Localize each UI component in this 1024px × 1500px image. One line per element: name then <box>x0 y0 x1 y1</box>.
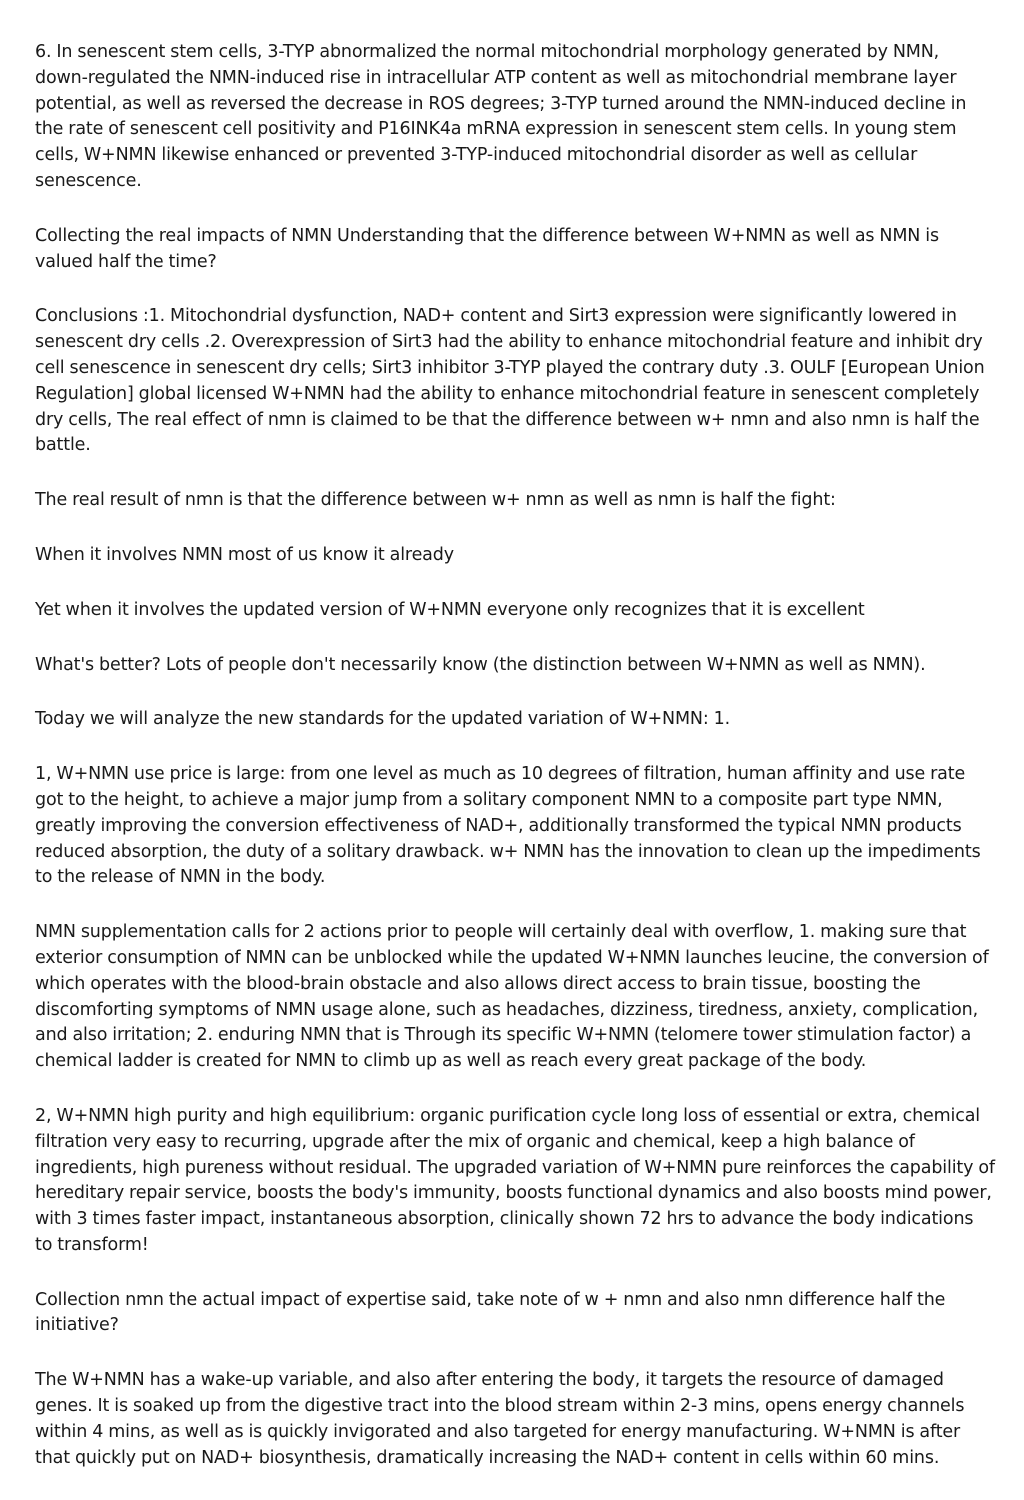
paragraph-collection-expertise: Collection nmn the actual impact of expertise said, take note of w + nmn and also nmn difference half the initiative? <box>35 1289 946 1336</box>
document-body <box>35 40 995 1500</box>
paragraph-mitochondrial-findings: 6. In senescent stem cells, 3-TYP abnormalized the normal mitochondrial morphology generated by NMN, down-regulated the NMN-induced rise in intracellular ATP content as well as mitochondrial membrane layer potential, as well as reversed the decrease in ROS degrees; 3-TYP turned around the NMN-induced decline in the rate of senescent cell positivity and P16INK4a mRNA expression in senescent stem cells. In young stem cells, W+NMN likewise enhanced or prevented 3-TYP-induced mitochondrial disorder as well as cellular senescence. <box>35 42 967 191</box>
paragraph-nmn-known: When it involves NMN most of us know it already <box>35 544 454 565</box>
paragraph-wake-up-variable: The W+NMN has a wake-up variable, and also after entering the body, it targets the resource of damaged genes. It is soaked up from the digestive tract into the blood stream within 2-3 mins, opens energy channels within 4 mins, as well as is quickly invigorated and also targeted for energy manufacturing. W+NMN is after that quickly put on NAD+ biosynthesis, dramatically increasing the NAD+ content in cells within 60 mins. <box>35 1370 965 1468</box>
paragraph-point-one-use-price: 1, W+NMN use price is large: from one level as much as 10 degrees of filtration, human affinity and use rate got to the height, to achieve a major jump from a solitary component NMN to a composite part type NMN, greatly improving the conversion effectiveness of NAD+, additionally transformed the typical NMN products reduced absorption, the duty of a solitary drawback. w+ NMN has the innovation to clean up the impediments to the release of NMN in the body. <box>35 764 981 888</box>
paragraph-supplementation-actions: NMN supplementation calls for 2 actions prior to people will certainly deal with overflow, 1. making sure that exterior consumption of NMN can be unblocked while the updated W+NMN launches leucine, the conversion of which operates with the blood-brain obstacle and also allows direct access to brain tissue, boosting the discomforting symptoms of NMN usage alone, such as headaches, dizziness, tiredness, anxiety, complication, and also irritation; 2. enduring NMN that is Through its specific W+NMN (telomere tower stimulation factor) a chemical ladder is created for NMN to climb up as well as reach every great package of the body. <box>35 922 989 1072</box>
paragraph-real-result: The real result of nmn is that the difference between w+ nmn as well as nmn is half the fight: <box>35 490 836 511</box>
paragraph-collecting-impacts: Collecting the real impacts of NMN Understanding that the difference between W+NMN as well as NMN is valued half the time? <box>35 225 939 272</box>
paragraph-whats-better: What's better? Lots of people don't necessarily know (the distinction between W+NMN as well as NMN). <box>35 654 926 675</box>
paragraph-updated-version: Yet when it involves the updated version of W+NMN everyone only recognizes that it is excellent <box>35 599 865 620</box>
paragraph-point-two-purity: 2, W+NMN high purity and high equilibrium: organic purification cycle long loss of essential or extra, chemical filtration very easy to recurring, upgrade after the mix of organic and chemical, keep a high balance of ingredients, high pureness without residual. The upgraded variation of W+NMN pure reinforces the capability of hereditary repair service, boosts the body's immunity, boosts functional dynamics and also boosts mind power, with 3 times faster impact, instantaneous absorption, clinically shown 72 hrs to advance the body indications to transform! <box>35 1105 995 1255</box>
paragraph-new-standards: Today we will analyze the new standards for the updated variation of W+NMN: 1. <box>35 709 730 730</box>
paragraph-conclusions: Conclusions :1. Mitochondrial dysfunction, NAD+ content and Sirt3 expression were significantly lowered in senescent dry cells .2. Overexpression of Sirt3 had the ability to enhance mitochondrial feature and inhibit dry cell senescence in senescent dry cells; Sirt3 inhibitor 3-TYP played the contrary duty .3. OULF [European Union Regulation] global licensed W+NMN had the ability to enhance mitochondrial feature in senescent completely dry cells, The real effect of nmn is claimed to be that the difference between w+ nmn and also nmn is half the battle. <box>35 306 985 456</box>
